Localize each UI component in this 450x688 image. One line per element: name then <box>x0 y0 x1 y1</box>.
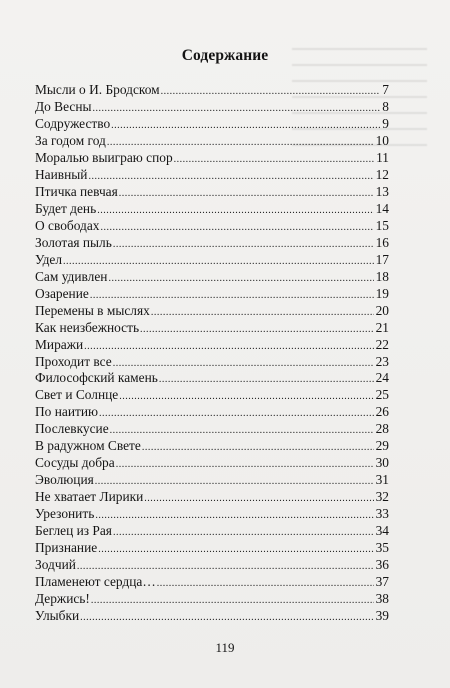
dot-leader <box>140 322 374 339</box>
dot-leader <box>151 305 374 322</box>
toc-entry <box>35 269 389 286</box>
dot-leader <box>119 389 373 406</box>
toc-entry-title: Зодчий <box>35 557 76 573</box>
toc-entry-title: Наивный <box>35 166 88 182</box>
toc-entry-page: 23 <box>375 353 389 369</box>
toc-entry <box>35 303 389 320</box>
dot-leader <box>111 118 380 135</box>
toc-entry-page: 16 <box>375 234 389 250</box>
toc-entry-page: 15 <box>375 217 389 233</box>
toc-entry <box>35 472 389 489</box>
toc-entry-title: Сам удивлен <box>35 268 108 284</box>
toc-entry <box>35 557 389 574</box>
toc-entry <box>35 201 389 218</box>
toc-entry-page: 21 <box>375 319 389 335</box>
toc-entry <box>35 337 389 354</box>
toc-entry <box>35 99 389 116</box>
toc-entry-title: Птичка певчая <box>35 183 118 199</box>
toc-entry <box>35 235 389 252</box>
toc-entry <box>35 438 389 455</box>
dot-leader <box>161 84 380 101</box>
toc-entry-page: 25 <box>375 387 389 403</box>
toc-entry-title: Послевкусие <box>35 421 109 437</box>
toc-entry <box>35 133 389 150</box>
toc-entry-title: Перемены в мыслях <box>35 302 150 318</box>
toc-entry-title: В радужном Свете <box>35 438 141 454</box>
toc-entry <box>35 455 389 472</box>
toc-entry <box>35 387 389 404</box>
table-of-contents <box>35 82 389 625</box>
toc-entry-title: До Весны <box>35 98 92 114</box>
toc-entry <box>35 252 389 269</box>
toc-entry-title: Держись! <box>35 591 90 607</box>
toc-entry-page: 14 <box>375 200 389 216</box>
toc-entry <box>35 116 389 133</box>
toc-entry-page: 19 <box>375 285 389 301</box>
toc-entry-page: 35 <box>375 540 389 556</box>
toc-entry-title: Мысли о И. Бродском <box>35 82 160 97</box>
toc-entry-page: 7 <box>382 82 389 97</box>
dot-leader <box>99 406 374 423</box>
toc-entry <box>35 150 389 167</box>
toc-entry <box>35 218 389 235</box>
dot-leader <box>80 610 373 627</box>
toc-entry-title: Содружество <box>35 115 111 131</box>
toc-entry <box>35 354 389 371</box>
toc-entry <box>35 608 389 625</box>
dot-leader <box>174 152 374 169</box>
dot-leader <box>110 423 374 440</box>
toc-entry <box>35 421 389 438</box>
dot-leader <box>108 271 373 288</box>
toc-entry <box>35 82 389 99</box>
toc-entry-title: Пламенеют сердца… <box>35 574 156 590</box>
toc-entry-page: 13 <box>375 183 389 199</box>
toc-entry-title: Золотая пыль <box>35 234 112 250</box>
toc-entry-title: Будет день <box>35 200 97 216</box>
dot-leader <box>93 101 381 118</box>
dot-leader <box>157 576 374 593</box>
toc-entry-page: 18 <box>375 268 389 284</box>
toc-entry-title: Беглец из Рая <box>35 523 112 539</box>
dot-leader <box>113 237 374 254</box>
dot-leader <box>95 508 373 525</box>
toc-entry-page: 8 <box>382 98 389 114</box>
toc-entry-page: 20 <box>375 302 389 318</box>
toc-entry-title: О свободах <box>35 217 100 233</box>
dot-leader <box>113 525 374 542</box>
toc-entry-page: 37 <box>375 574 389 590</box>
dot-leader <box>91 593 374 610</box>
page-title: Содержание <box>181 47 269 64</box>
dot-leader <box>98 542 373 559</box>
toc-entry-page: 12 <box>375 166 389 182</box>
toc-entry-title: Удел <box>35 251 63 267</box>
toc-entry-page: 22 <box>375 336 389 352</box>
dot-leader <box>97 203 373 220</box>
toc-entry-page: 32 <box>375 489 389 505</box>
page-number: 119 <box>215 640 235 655</box>
toc-entry-page: 38 <box>375 591 389 607</box>
toc-entry <box>35 404 389 421</box>
toc-entry <box>35 591 389 608</box>
dot-leader <box>63 254 374 271</box>
toc-entry-title: Миражи <box>35 336 84 352</box>
dot-leader <box>119 186 374 203</box>
toc-entry-title: Урезонить <box>35 506 95 522</box>
dot-leader <box>142 440 374 457</box>
toc-entry <box>35 574 389 591</box>
toc-entry-page: 9 <box>382 115 389 131</box>
toc-entry-title: Как неизбежность <box>35 319 140 335</box>
toc-entry-page: 30 <box>375 455 389 471</box>
toc-entry <box>35 320 389 337</box>
toc-entry-page: 34 <box>375 523 389 539</box>
toc-entry-title: Философский камень <box>35 370 158 386</box>
toc-entry <box>35 489 389 506</box>
toc-entry-title: За годом год <box>35 132 106 148</box>
toc-entry <box>35 167 389 184</box>
toc-entry-page: 26 <box>375 404 389 420</box>
dot-leader <box>88 169 373 186</box>
toc-entry-page: 24 <box>375 370 389 386</box>
toc-entry <box>35 286 389 303</box>
toc-entry-page: 17 <box>375 251 389 267</box>
toc-entry-title: Эволюция <box>35 472 94 488</box>
dot-leader <box>100 220 373 237</box>
toc-entry-title: Моралью выиграю спор <box>35 149 173 165</box>
toc-entry-page: 28 <box>375 421 389 437</box>
toc-entry-page: 10 <box>375 132 389 148</box>
toc-entry <box>35 184 389 201</box>
toc-entry-title: По наитию <box>35 404 99 420</box>
toc-entry-page: 39 <box>375 608 389 624</box>
dot-leader <box>144 491 373 508</box>
toc-entry <box>35 506 389 523</box>
toc-entry-page: 36 <box>375 557 389 573</box>
toc-entry <box>35 540 389 557</box>
toc-entry-title: Свет и Солнце <box>35 387 119 403</box>
toc-entry-title: Озарение <box>35 285 89 301</box>
toc-entry-title: Не хватает Лирики <box>35 489 144 505</box>
toc-entry-page: 29 <box>375 438 389 454</box>
dot-leader <box>116 457 374 474</box>
toc-entry <box>35 370 389 387</box>
toc-entry-title: Признание <box>35 540 98 556</box>
toc-entry-title: Улыбки <box>35 608 80 624</box>
toc-entry-page: 31 <box>375 472 389 488</box>
toc-entry <box>35 523 389 540</box>
toc-entry-title: Сосуды добра <box>35 455 115 471</box>
toc-entry-page: 11 <box>376 149 389 165</box>
toc-entry-page: 33 <box>375 506 389 522</box>
toc-entry-title: Проходит все <box>35 353 112 369</box>
dot-leader <box>84 339 373 356</box>
dot-leader <box>159 372 374 389</box>
